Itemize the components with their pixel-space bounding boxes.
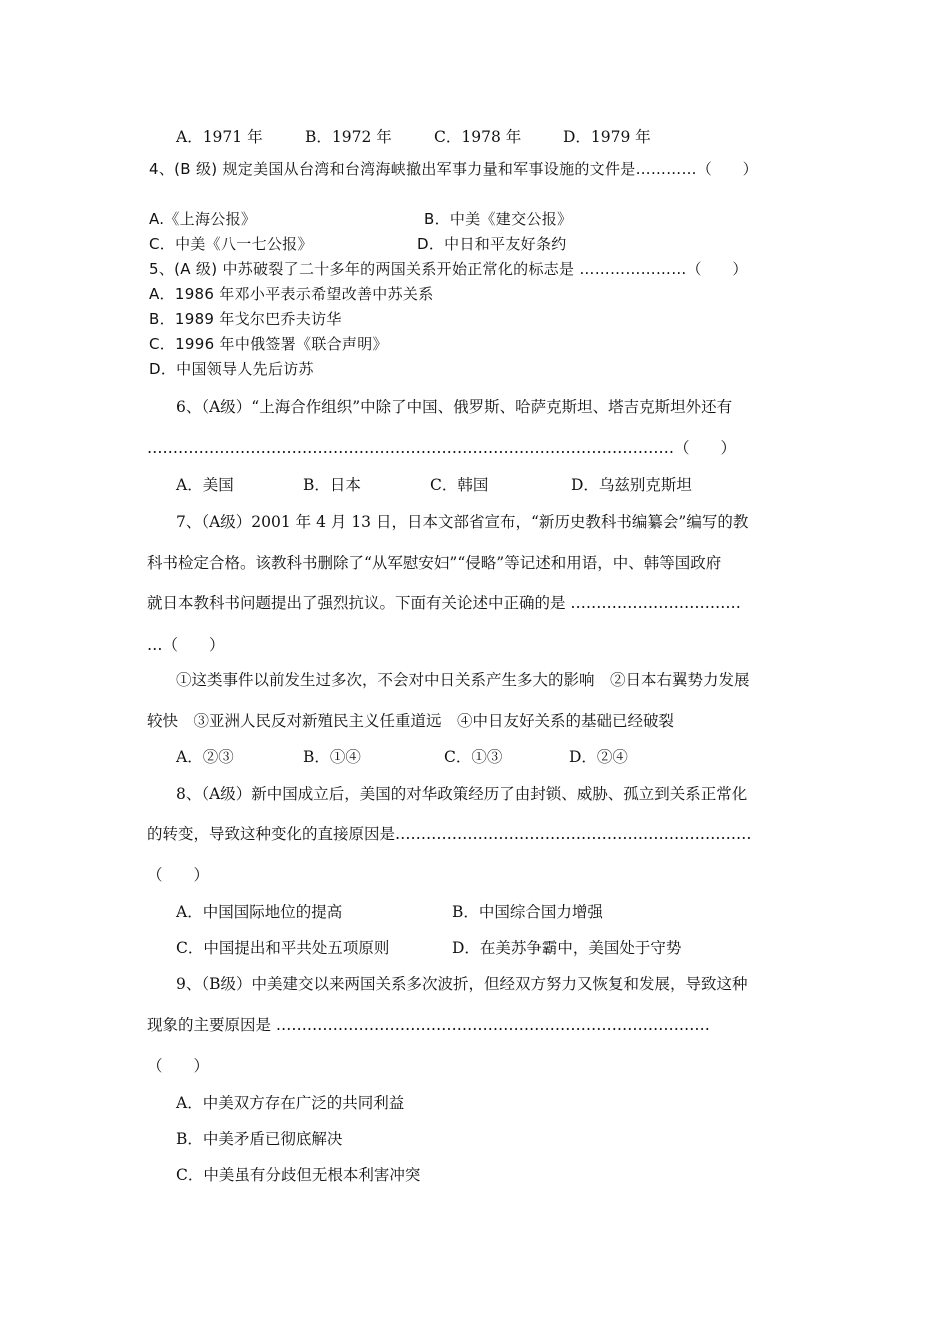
q5-stem: 5、(A 级) 中苏破裂了二十多年的两国关系开始正常化的标志是 …………………（ ）	[149, 260, 748, 278]
q6-option-a: A．美国	[176, 476, 234, 494]
q7-option-a: A．②③	[176, 748, 234, 766]
q4-option-a: A.《上海公报》	[149, 210, 257, 228]
q6-option-d: D．乌兹别克斯坦	[571, 476, 692, 494]
q8-line-3: （ ）	[147, 866, 210, 884]
q4-option-b: B．中美《建交公报》	[424, 210, 573, 228]
q7-option-b: B．①④	[303, 748, 361, 766]
q8-option-c: C．中国提出和平共处五项原则	[176, 939, 390, 957]
q9-option-a: A．中美双方存在广泛的共同利益	[176, 1094, 405, 1112]
q8-option-a: A．中国国际地位的提高	[176, 903, 343, 921]
q6-option-b: B．日本	[303, 476, 361, 494]
q8-option-d: D．在美苏争霸中，美国处于守势	[452, 939, 682, 957]
q7-line-3: 就日本教科书问题提出了强烈抗议。下面有关论述中正确的是 ……………………………	[147, 594, 741, 612]
q4-option-c: C．中美《八一七公报》	[149, 235, 313, 253]
q3-option-d: D．1979 年	[563, 128, 651, 146]
q6-stem-continuation: …………………………………………………………………………………………（ ）	[147, 439, 737, 457]
q9-option-c: C．中美虽有分歧但无根本利害冲突	[176, 1166, 421, 1184]
q8-option-b: B．中国综合国力增强	[452, 903, 603, 921]
q5-option-c: C．1996 年中俄签署《联合声明》	[149, 335, 388, 353]
q9-line-2: 现象的主要原因是 …………………………………………………………………………	[147, 1016, 710, 1034]
q6-stem: 6、（A级）“上海合作组织”中除了中国、俄罗斯、哈萨克斯坦、塔吉克斯坦外还有	[176, 398, 733, 416]
q4-option-d: D．中日和平友好条约	[417, 235, 567, 253]
q6-option-c: C．韩国	[430, 476, 489, 494]
q7-line-4: …（ ）	[147, 636, 225, 654]
q4-stem: 4、(B 级) 规定美国从台湾和台湾海峡撤出军事力量和军事设施的文件是…………（ ）	[149, 160, 758, 178]
q9-line-1: 9、（B级）中美建交以来两国关系多次波折，但经双方努力又恢复和发展，导致这种	[176, 975, 748, 993]
q3-option-b: B．1972 年	[305, 128, 392, 146]
q5-option-a: A．1986 年邓小平表示希望改善中苏关系	[149, 285, 434, 303]
q7-line-1: 7、（A级）2001 年 4 月 13 日，日本文部省宣布，“新历史教科书编纂会”编写的教	[176, 513, 749, 531]
q3-option-c: C．1978 年	[434, 128, 522, 146]
q5-option-d: D．中国领导人先后访苏	[149, 360, 314, 378]
q3-option-a: A．1971 年	[176, 128, 263, 146]
q8-line-1: 8、（A级）新中国成立后，美国的对华政策经历了由封锁、威胁、孤立到关系正常化	[176, 785, 748, 803]
q9-option-b: B．中美矛盾已彻底解决	[176, 1130, 343, 1148]
q7-statements-2: 较快 ③亚洲人民反对新殖民主义任重道远 ④中日友好关系的基础已经破裂	[147, 712, 675, 730]
q7-line-2: 科书检定合格。该教科书删除了“从军慰安妇”“侵略”等记述和用语，中、韩等国政府	[147, 554, 722, 572]
q5-option-b: B．1989 年戈尔巴乔夫访华	[149, 310, 342, 328]
q8-line-2: 的转变，导致这种变化的直接原因是……………………………………………………………	[147, 825, 752, 843]
q7-statements-1: ①这类事件以前发生过多次，不会对中日关系产生多大的影响 ②日本右翼势力发展	[176, 671, 750, 689]
q7-option-c: C．①③	[444, 748, 503, 766]
q7-option-d: D．②④	[569, 748, 628, 766]
q9-line-3: （ ）	[147, 1057, 210, 1075]
